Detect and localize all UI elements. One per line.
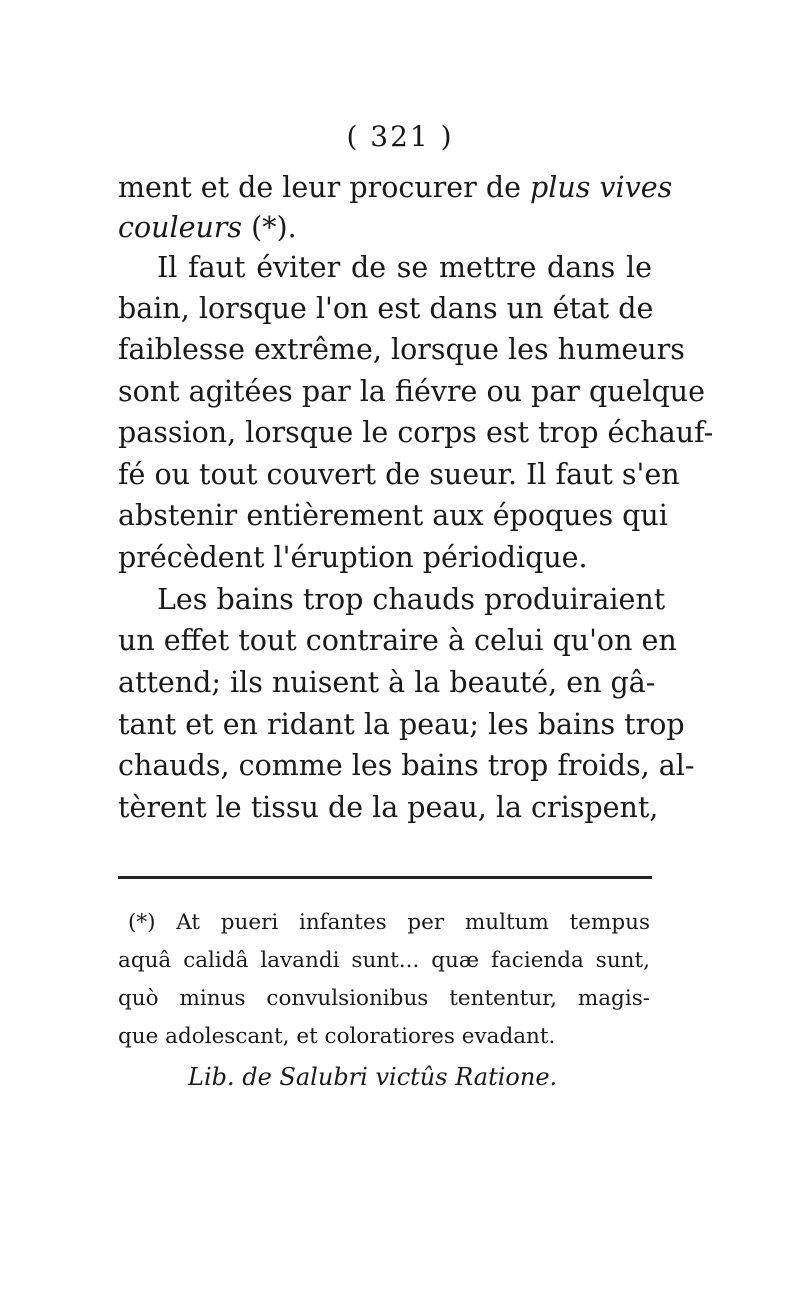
footnote-marker: (*). [251,211,297,244]
body-line: tèrent le tissu de la peau, la crispent, [118,791,659,824]
body-line: précèdent l'éruption périodique. [118,541,588,574]
italic-text: plus vives [530,171,673,204]
body-line: sont agitées par la fiévre ou par quelque [118,375,706,408]
footnote-line: (*) At pueri infantes per multum tempus [128,910,650,935]
footnote-line: aquâ calidâ lavandi sunt... quæ facienda sunt, [118,948,650,973]
body-line: un effet tout contraire à celui qu'on en [118,624,677,657]
body-line: Il faut éviter de se mettre dans le [157,251,652,284]
page-number: ( 321 ) [346,120,454,153]
body-line: attend; ils nuisent à la beauté, en gâ- [118,666,656,699]
body-line [118,168,673,208]
body-text: ment et de leur procurer de [118,171,521,204]
footnote-line: que adolescant, et coloratiores evadant. [118,1024,556,1049]
footnote-source: Lib. de Salubri victûs Ratione. [188,1063,558,1091]
body-line: passion, lorsque le corps est trop échauf- [118,416,714,449]
body-line: faiblesse extrême, lorsque les humeurs [118,333,685,366]
footnote-line: quò minus convulsionibus tententur, magis- [118,986,650,1011]
body-line: Les bains trop chauds produiraient [157,583,666,616]
body-line [118,208,652,248]
italic-text: couleurs [118,211,243,244]
footnote-divider [118,876,652,879]
body-line: tant et en ridant la peau; les bains trop [118,708,685,741]
body-line: fé ou tout couvert de sueur. Il faut s'en [118,458,680,491]
body-line: chauds, comme les bains trop froids, al- [118,749,695,782]
body-line: abstenir entièrement aux époques qui [118,499,668,532]
body-line: bain, lorsque l'on est dans un état de [118,292,654,325]
